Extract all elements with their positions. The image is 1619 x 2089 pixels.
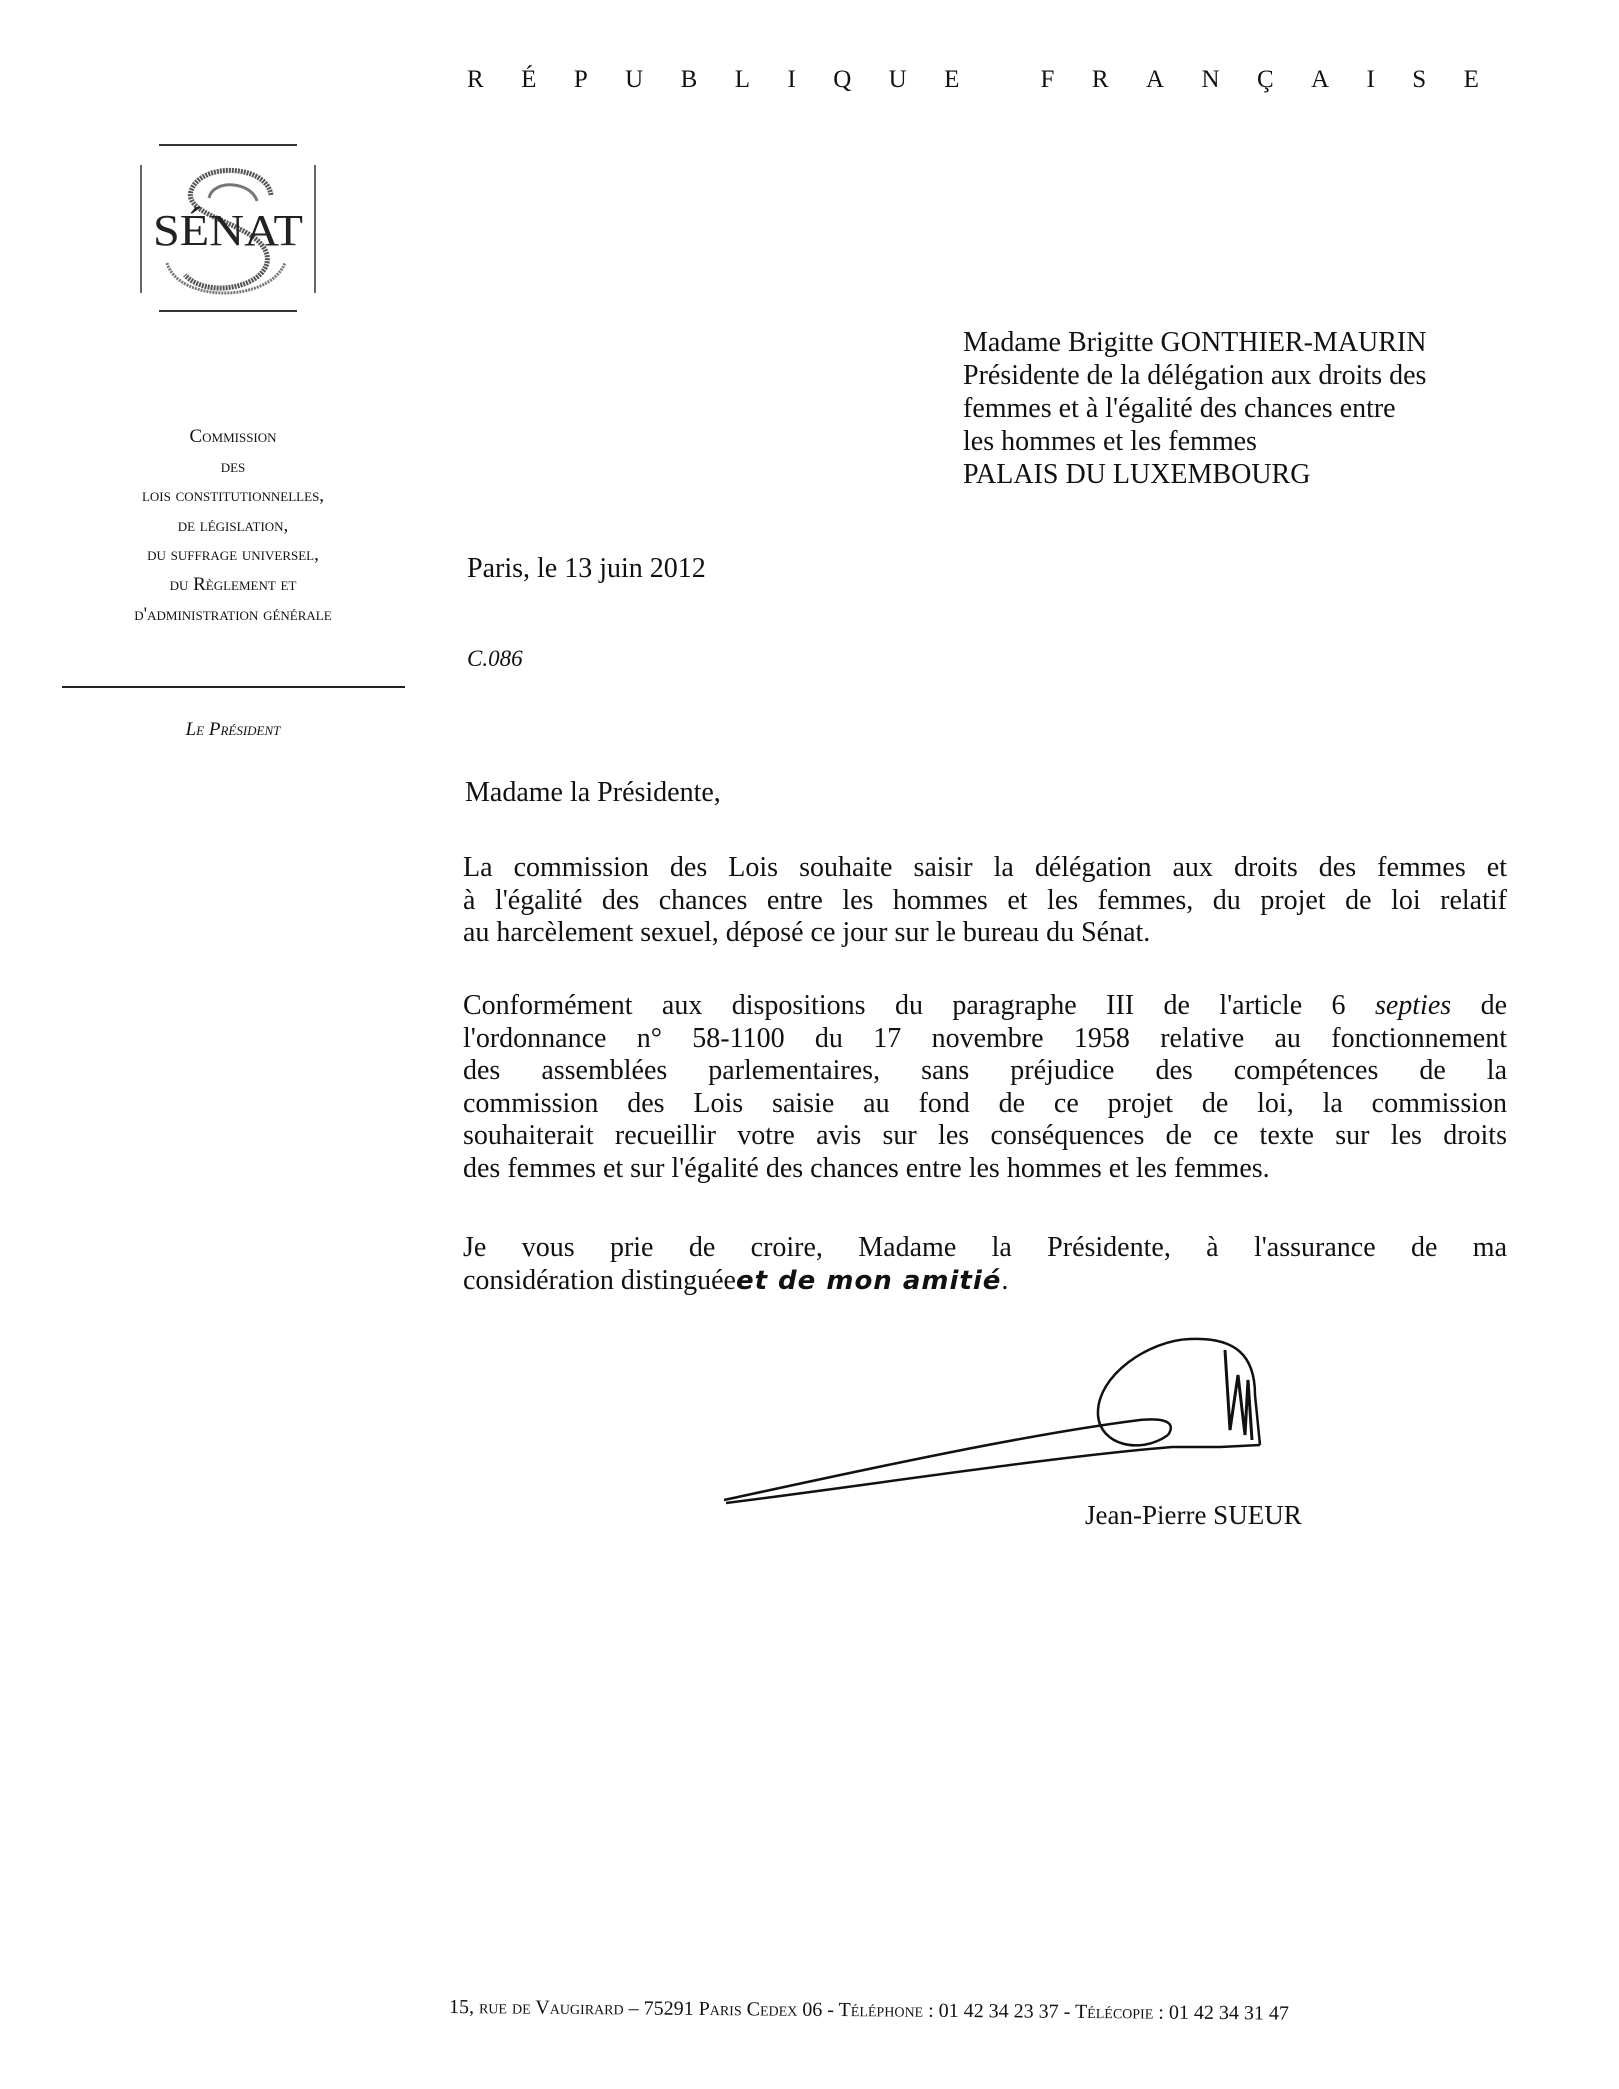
- title-letter: N: [1201, 66, 1220, 93]
- handwritten-signature: [720, 1335, 1350, 1515]
- title-letter: S: [1412, 66, 1427, 93]
- title-letter: U: [888, 66, 907, 93]
- recipient-address: [963, 326, 1426, 491]
- title-letter: R: [1091, 66, 1109, 93]
- text-line: à l'égalité des chances entre les hommes et les femmes, du projet de loi relatif: [463, 884, 1507, 916]
- commission-line: du suffrage universel,: [147, 544, 319, 566]
- recipient-line: Présidente de la délégation aux droits des: [963, 360, 1427, 391]
- logo-text: SÉNAT: [153, 206, 304, 255]
- title-letter: B: [680, 66, 698, 93]
- recipient-name: Madame Brigitte GONTHIER-MAURIN: [963, 327, 1427, 358]
- body-paragraph-2: [463, 990, 1507, 1185]
- title-letter: I: [787, 66, 796, 93]
- salutation: Madame la Présidente,: [465, 777, 721, 808]
- commission-line: du Règlement et: [169, 573, 297, 595]
- reference-number: C.086: [467, 646, 523, 671]
- title-letter: L: [734, 66, 751, 93]
- footer-address: 15, rue de Vaugirard – 75291 Paris Cedex 06 - Téléphone : 01 42 34 23 37 - Télécopie : 01 42 34 31 47: [448, 1996, 1289, 2025]
- italic-word: septies: [1374, 990, 1452, 1021]
- text-line: La commission des Lois souhaite saisir la délégation aux droits des femmes et: [463, 852, 1507, 883]
- text-span: de: [1480, 990, 1507, 1021]
- title-letter: A: [1311, 66, 1330, 93]
- title-letter: Q: [833, 66, 852, 93]
- text-span: considération distinguée: [463, 1264, 736, 1296]
- letter-date: Paris, le 13 juin 2012: [467, 553, 706, 584]
- recipient-line: les hommes et les femmes: [963, 426, 1257, 457]
- text-span: .: [1001, 1264, 1009, 1296]
- text-line: l'ordonnance n° 58-1100 du 17 novembre 1958 relative au fonctionnement: [463, 1022, 1507, 1054]
- title-letter: F: [1040, 66, 1055, 93]
- sender-role: Le Président: [185, 719, 281, 740]
- text-line: [463, 1265, 1507, 1298]
- title-letter: [997, 66, 1003, 94]
- text-line: des assemblées parlementaires, sans préjudice des compétences de la: [463, 1055, 1507, 1086]
- title-letter: U: [625, 66, 644, 93]
- title-letter: É: [521, 66, 537, 93]
- closing-paragraph: [463, 1232, 1507, 1297]
- letterhead-title: [467, 66, 1479, 94]
- title-letter: I: [1366, 66, 1375, 93]
- commission-line: d'administration générale: [134, 603, 332, 625]
- commission-line: des: [220, 455, 246, 477]
- title-letter: A: [1145, 66, 1165, 93]
- commission-line: lois constitutionnelles,: [141, 485, 325, 507]
- text-line: Je vous prie de croire, Madame la Présidente, à l'assurance de ma: [463, 1232, 1507, 1263]
- commission-line: de législation,: [177, 514, 289, 536]
- text-line: [463, 990, 1507, 1023]
- divider: [62, 686, 405, 688]
- handwritten-addition: et de mon amitié: [735, 1265, 1002, 1296]
- body-paragraph-1: [463, 852, 1507, 950]
- recipient-line: femmes et à l'égalité des chances entre: [963, 393, 1396, 424]
- text-span: Conformément aux dispositions du paragraphe III de l'article 6: [463, 990, 1346, 1021]
- text-line: souhaiterait recueillir votre avis sur les conséquences de ce texte sur les droits: [463, 1120, 1507, 1151]
- title-letter: E: [944, 66, 960, 93]
- title-letter: P: [573, 66, 588, 93]
- recipient-line: PALAIS DU LUXEMBOURG: [963, 459, 1311, 490]
- commission-line: Commission: [189, 426, 277, 447]
- signatory-name: Jean-Pierre SUEUR: [1085, 1500, 1302, 1530]
- title-letter: E: [1463, 66, 1479, 93]
- senat-logo: [139, 143, 317, 313]
- text-line: commission des Lois saisie au fond de ce projet de loi, la commission: [463, 1087, 1507, 1119]
- title-letter: Ç: [1256, 66, 1274, 93]
- text-line: au harcèlement sexuel, déposé ce jour sur le bureau du Sénat.: [463, 917, 1151, 948]
- text-line: des femmes et sur l'égalité des chances entre les hommes et les femmes.: [463, 1152, 1270, 1184]
- title-letter: R: [467, 66, 484, 93]
- commission-name: [60, 422, 406, 629]
